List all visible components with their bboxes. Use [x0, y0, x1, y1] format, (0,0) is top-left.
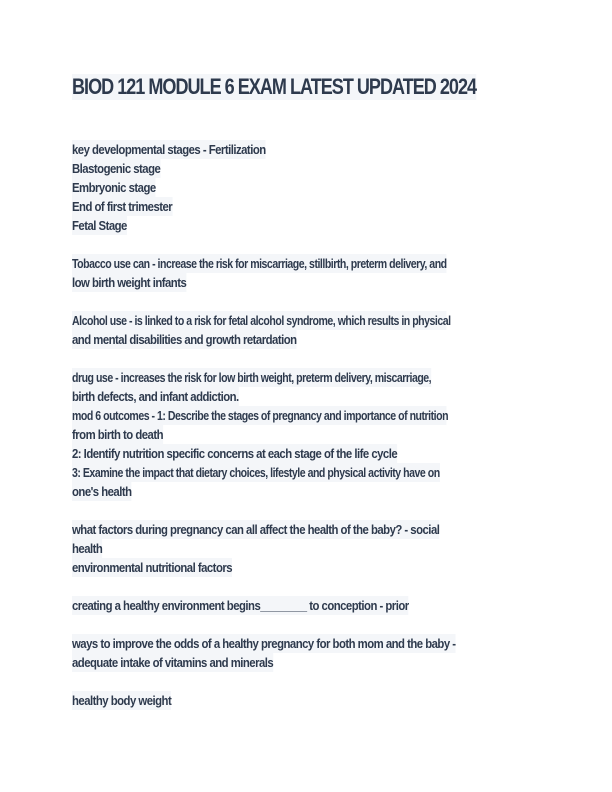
- text-line: one's health: [72, 484, 132, 499]
- text-line: birth defects, and infant addiction.: [72, 389, 239, 404]
- text-line: what factors during pregnancy can all affect the health of the baby? - social: [72, 522, 440, 537]
- text-line: 2: Identify nutrition specific concerns at each stage of the life cycle: [72, 446, 398, 461]
- text-line: mod 6 outcomes - 1: Describe the stages of pregnancy and importance of nutrition: [72, 408, 449, 423]
- document-body: [72, 140, 540, 710]
- text-line: health: [72, 541, 103, 556]
- paragraph-gap: [72, 672, 540, 691]
- paragraph-gap: [72, 292, 540, 311]
- text-line: 3: Examine the impact that dietary choices, lifestyle and physical activity have on: [72, 465, 440, 480]
- text-line: adequate intake of vitamins and minerals: [72, 655, 274, 670]
- text-line: creating a healthy environment begins________ to conception - prior: [72, 598, 409, 613]
- text-line: Fetal Stage: [72, 218, 127, 233]
- text-line: and mental disabilities and growth retardation: [72, 332, 297, 347]
- paragraph-gap: [72, 501, 540, 520]
- document-title: BIOD 121 MODULE 6 EXAM LATEST UPDATED 2024: [72, 74, 477, 99]
- text-line: drug use - increases the risk for low birth weight, preterm delivery, miscarriage,: [72, 370, 432, 385]
- paragraph-gap: [72, 577, 540, 596]
- text-line: low birth weight infants: [72, 275, 187, 290]
- text-line: ways to improve the odds of a healthy pregnancy for both mom and the baby -: [72, 636, 456, 651]
- text-line: healthy body weight: [72, 693, 172, 708]
- paragraph-gap: [72, 235, 540, 254]
- text-line: key developmental stages - Fertilization: [72, 142, 266, 157]
- text-line: Blastogenic stage: [72, 161, 161, 176]
- text-line: from birth to death: [72, 427, 164, 442]
- text-line: End of first trimester: [72, 199, 173, 214]
- paragraph-gap: [72, 349, 540, 368]
- text-line: Tobacco use can - increase the risk for miscarriage, stillbirth, preterm delivery, and: [72, 256, 447, 271]
- text-line: environmental nutritional factors: [72, 560, 233, 575]
- paragraph-gap: [72, 615, 540, 634]
- text-line: Embryonic stage: [72, 180, 156, 195]
- text-line: Alcohol use - is linked to a risk for fetal alcohol syndrome, which results in physical: [72, 313, 451, 328]
